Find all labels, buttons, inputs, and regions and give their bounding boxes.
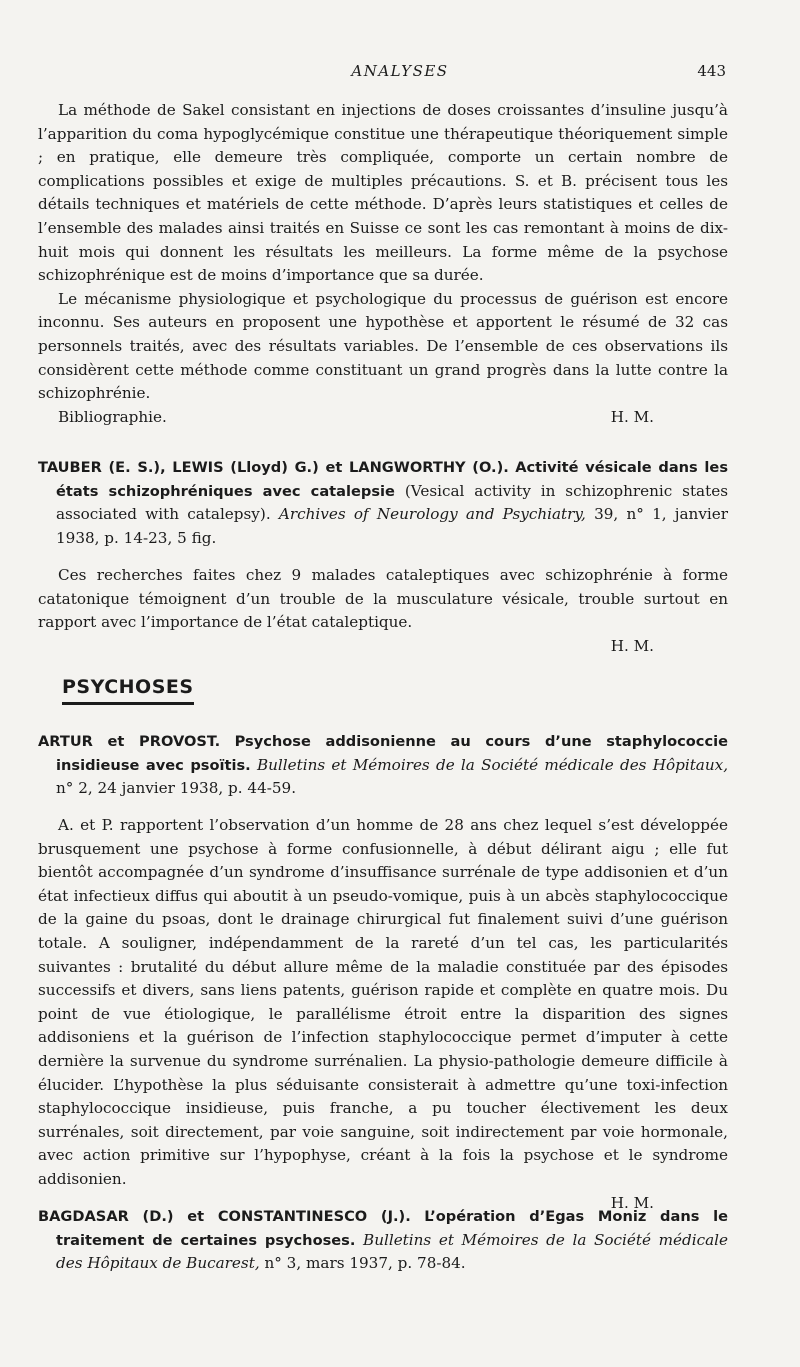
artur-reference bbox=[38, 730, 728, 801]
tauber-abstract-block bbox=[38, 564, 728, 658]
section-underline bbox=[62, 702, 194, 705]
bagdasar-reference bbox=[38, 1205, 728, 1276]
artur-abstract: A. et P. rapportent l’observation d’un homme de 28 ans chez lequel s’est développée brusquement une psychose à forme confusionnelle, à début délirant aigu ; elle fut bientôt accompagnée d’un syndrome d’insuffisance surrénale de type addisonien et d’un état infectieux diffus qui aboutit à un pseudo-vomique, puis à un abcès staphylococcique de la gaine du psoas, dont le drainage chirurgical fut finalement suivi d’une guérison totale. A souligner, indépendamment de la rareté d’un tel cas, les particularités suivantes : brutalité du début allure même de la maladie constituée par des épisodes successifs et divers, sans liens patents, guérison rapide et complète en quatre mois. Du point de vue étiologique, le parallélisme étroit entre la disparition des signes addisoniens et la guérison de l’infection staphylococcique permet d’imputer à cette dernière la survenue du syndrome surrénalien. La physio-pathologie demeure difficile à élucider. L’hypothèse la plus séduisante consisterait à admettre qu’une toxi-infection staphylococcique insidieuse, puis franche, a pu toucher électivement les deux surrénales, soit directement, par voie sanguine, soit indirectement par voie hormonale, avec action primitive sur l’hypophyse, créant à la fois la psychose et le syndrome addisonien. bbox=[38, 816, 728, 1188]
section-heading: PSYCHOSES bbox=[62, 676, 194, 698]
artur-entry bbox=[38, 730, 728, 801]
bagdasar-citation: n° 3, mars 1937, p. 78-84. bbox=[264, 1254, 466, 1273]
running-title: ANALYSES bbox=[351, 62, 449, 80]
tauber-citation: 39, n° 1, janvier 1938, p. 14-23, 5 fig. bbox=[56, 505, 729, 547]
sakel-review bbox=[38, 99, 728, 429]
artur-journal: Bulletins et Mémoires de la Société médicale des Hôpitaux, bbox=[256, 755, 729, 774]
tauber-reference bbox=[38, 456, 728, 550]
artur-abstract-block bbox=[38, 814, 728, 1215]
sakel-signature: H. M. bbox=[610, 407, 654, 426]
bagdasar-title: L’opération d’Egas Moniz dans le traitement de certaines psychoses. bbox=[56, 1208, 729, 1249]
bagdasar-entry bbox=[38, 1205, 728, 1276]
tauber-translation: (Vesical activity in schizophrenic states associated with catalepsy). bbox=[56, 481, 728, 524]
artur-signature: H. M. bbox=[610, 1193, 654, 1212]
bibliography-label: Bibliographie. bbox=[58, 407, 167, 426]
sakel-footer bbox=[38, 406, 728, 430]
bagdasar-journal: Bulletins et Mémoires de la Société médicale des Hôpitaux de Bucarest, bbox=[56, 1230, 728, 1273]
artur-citation: n° 2, 24 janvier 1938, p. 44-59. bbox=[56, 779, 297, 798]
page-header bbox=[0, 62, 800, 86]
sakel-paragraph-1: La méthode de Sakel consistant en injections de doses croissantes d’insuline jusqu’à l’apparition du coma hypoglycémique constitue une thérapeutique théoriquement simple ; en pratique, elle demeure très compliquée, comporte un certain nombre de complications possibles et exige de multiples précautions. S. et B. précisent tous les détails techniques et matériels de cette méthode. D’après leurs statistiques et celles de l’ensemble des malades ainsi traités en Suisse ce sont les cas remontant à moins de dix-huit mois qui donnent les résultats les meilleurs. La forme même de la psychose schizophrénique est de moins d’importance que sa durée. bbox=[38, 101, 728, 285]
tauber-abstract: Ces recherches faites chez 9 malades cataleptiques avec schizophrénie à forme catatonique témoignent d’un trouble de la musculature vésicale, trouble surtout en rapport avec l’importance de l’état cataleptique. bbox=[38, 566, 728, 632]
tauber-title: Activité vésicale dans les états schizophréniques avec catalepsie bbox=[56, 459, 728, 500]
artur-authors: ARTUR et PROVOST. bbox=[38, 733, 221, 750]
tauber-journal: Archives of Neurology and Psychiatry, bbox=[278, 505, 586, 524]
tauber-signature: H. M. bbox=[610, 636, 654, 655]
sakel-paragraph-2: Le mécanisme physiologique et psychologique du processus de guérison est encore inconnu. Ses auteurs en proposent une hypothèse et apportent le résumé de 32 cas personnels traités, avec des résultats variables. De l’ensemble de ces observations ils considèrent cette méthode comme constituant un grand progrès dans la lutte contre la schizophrénie. bbox=[38, 289, 728, 403]
tauber-entry bbox=[38, 456, 728, 550]
tauber-authors: TAUBER (E. S.), LEWIS (Lloyd) G.) et LANGWORTHY (O.). bbox=[38, 459, 509, 476]
bagdasar-authors: BAGDASAR (D.) et CONSTANTINESCO (J.). bbox=[38, 1208, 411, 1225]
artur-title: Psychose addisonienne au cours d’une staphylococcie insidieuse avec psoïtis. bbox=[56, 733, 729, 774]
page-number: 443 bbox=[697, 62, 726, 80]
